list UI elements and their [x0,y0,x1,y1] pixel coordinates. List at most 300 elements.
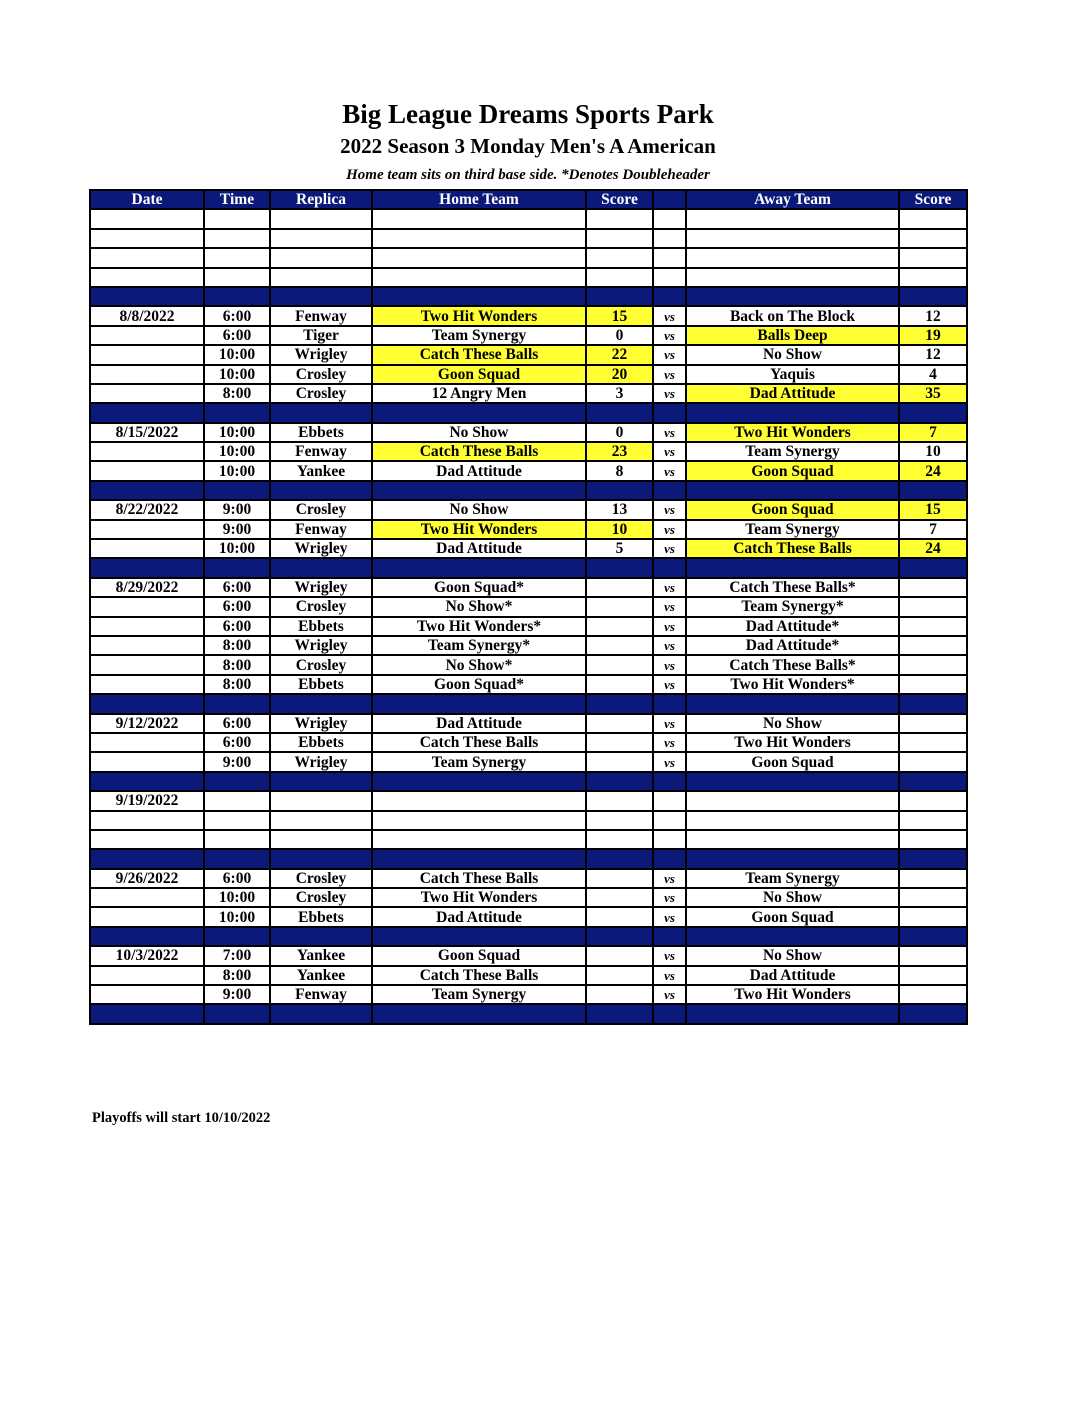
game-row [90,946,967,965]
home-score-cell [586,1004,653,1023]
time-cell: 8:00 [204,966,270,985]
replica-cell: Ebbets [270,733,372,752]
game-row [90,636,967,655]
home-team-cell: Two Hit Wonders [372,520,586,539]
vs-cell: vs [653,714,686,733]
away-team-cell [686,229,899,248]
home-team-cell: Catch These Balls [372,733,586,752]
vs-cell: vs [653,752,686,771]
home-score-cell [586,791,653,810]
home-score-cell [586,714,653,733]
home-score-cell [586,481,653,500]
away-score-cell [899,752,967,771]
home-score-cell: 0 [586,326,653,345]
game-row [90,578,967,597]
away-team-cell: Goon Squad [686,752,899,771]
away-team-cell: Two Hit Wonders [686,733,899,752]
away-score-cell [899,772,967,791]
col-header-time: Time [204,190,270,209]
away-score-cell [899,869,967,888]
vs-cell [653,403,686,422]
replica-cell: Fenway [270,520,372,539]
away-team-cell: Dad Attitude* [686,636,899,655]
date-cell [90,597,204,616]
vs-cell: vs [653,539,686,558]
home-team-cell: Goon Squad* [372,675,586,694]
vs-cell [653,558,686,577]
time-cell [204,558,270,577]
away-team-cell [686,772,899,791]
away-team-cell: No Show [686,714,899,733]
time-cell [204,209,270,228]
home-team-cell [372,694,586,713]
away-team-cell [686,927,899,946]
replica-cell: Wrigley [270,636,372,655]
game-row [90,461,967,480]
away-score-cell [899,985,967,1004]
home-team-cell [372,229,586,248]
replica-cell: Tiger [270,326,372,345]
game-row [90,617,967,636]
home-team-cell [372,248,586,267]
date-cell [90,209,204,228]
col-header-home-team: Home Team [372,190,586,209]
home-score-cell [586,578,653,597]
away-score-cell [899,597,967,616]
date-cell [90,772,204,791]
vs-cell [653,481,686,500]
date-cell [90,636,204,655]
away-score-cell [899,966,967,985]
away-score-cell: 24 [899,461,967,480]
replica-cell [270,481,372,500]
vs-cell: vs [653,520,686,539]
replica-cell: Ebbets [270,907,372,926]
date-cell [90,558,204,577]
home-score-cell: 5 [586,539,653,558]
time-cell: 6:00 [204,306,270,325]
date-cell [90,248,204,267]
vs-cell: vs [653,869,686,888]
home-team-cell: Catch These Balls [372,966,586,985]
away-team-cell: No Show [686,888,899,907]
away-team-cell: Catch These Balls [686,539,899,558]
away-score-cell [899,558,967,577]
time-cell [204,287,270,306]
game-row [90,869,967,888]
vs-cell [653,849,686,868]
replica-cell: Ebbets [270,675,372,694]
time-cell: 8:00 [204,675,270,694]
home-score-cell [586,888,653,907]
game-row [90,966,967,985]
replica-cell: Crosley [270,500,372,519]
away-score-cell [899,578,967,597]
home-score-cell: 20 [586,365,653,384]
away-team-cell [686,830,899,849]
away-score-cell [899,830,967,849]
vs-cell: vs [653,365,686,384]
date-cell [90,229,204,248]
time-cell [204,694,270,713]
replica-cell [270,811,372,830]
home-score-cell [586,403,653,422]
game-row [90,423,967,442]
home-score-cell: 0 [586,423,653,442]
home-team-cell: Goon Squad* [372,578,586,597]
away-score-cell: 19 [899,326,967,345]
date-cell [90,752,204,771]
section-separator [90,1004,967,1023]
section-separator [90,403,967,422]
away-score-cell [899,791,967,810]
home-team-cell [372,772,586,791]
replica-cell: Wrigley [270,345,372,364]
away-score-cell: 12 [899,345,967,364]
away-score-cell: 35 [899,384,967,403]
replica-cell [270,1004,372,1023]
time-cell [204,403,270,422]
home-score-cell: 15 [586,306,653,325]
vs-cell: vs [653,675,686,694]
date-cell [90,481,204,500]
replica-cell: Crosley [270,597,372,616]
home-score-cell [586,229,653,248]
away-team-cell [686,481,899,500]
game-row [90,888,967,907]
away-score-cell [899,907,967,926]
game-row [90,733,967,752]
vs-cell: vs [653,946,686,965]
date-cell [90,384,204,403]
time-cell [204,927,270,946]
home-team-cell: Goon Squad [372,946,586,965]
game-row [90,520,967,539]
away-team-cell: Catch These Balls* [686,578,899,597]
home-score-cell [586,287,653,306]
away-score-cell: 10 [899,442,967,461]
home-score-cell [586,752,653,771]
home-score-cell [586,268,653,287]
replica-cell [270,849,372,868]
home-team-cell: Two Hit Wonders [372,888,586,907]
vs-cell [653,268,686,287]
home-team-cell: Team Synergy* [372,636,586,655]
time-cell: 7:00 [204,946,270,965]
home-team-cell [372,558,586,577]
home-score-cell: 10 [586,520,653,539]
date-cell [90,849,204,868]
blank-row [90,229,967,248]
home-team-cell: Catch These Balls [372,869,586,888]
date-cell: 8/15/2022 [90,423,204,442]
replica-cell: Crosley [270,869,372,888]
away-team-cell [686,248,899,267]
home-team-cell [372,481,586,500]
header-note: Home team sits on third base side. *Denotes Doubleheader [346,167,710,183]
time-cell [204,811,270,830]
section-separator [90,558,967,577]
time-cell: 6:00 [204,326,270,345]
time-cell: 6:00 [204,617,270,636]
away-team-cell: No Show [686,345,899,364]
time-cell: 6:00 [204,714,270,733]
col-header-replica: Replica [270,190,372,209]
date-cell [90,694,204,713]
home-score-cell [586,617,653,636]
date-cell [90,520,204,539]
replica-cell: Crosley [270,655,372,674]
time-cell: 8:00 [204,636,270,655]
header-row [90,190,967,209]
game-row [90,365,967,384]
away-team-cell [686,791,899,810]
home-score-cell [586,907,653,926]
section-separator [90,287,967,306]
game-row [90,597,967,616]
away-team-cell: Balls Deep [686,326,899,345]
away-score-cell: 12 [899,306,967,325]
vs-cell: vs [653,578,686,597]
col-header-away-team: Away Team [686,190,899,209]
page-title: Big League Dreams Sports Park [342,99,714,129]
col-header-away-score: Score [899,190,967,209]
replica-cell: Yankee [270,966,372,985]
away-score-cell: 4 [899,365,967,384]
home-score-cell: 13 [586,500,653,519]
vs-cell: vs [653,888,686,907]
vs-cell [653,209,686,228]
away-score-cell: 15 [899,500,967,519]
time-cell [204,481,270,500]
home-score-cell [586,636,653,655]
vs-cell [653,248,686,267]
date-cell: 9/19/2022 [90,791,204,810]
away-score-cell [899,888,967,907]
game-row [90,714,967,733]
home-score-cell [586,811,653,830]
home-score-cell [586,830,653,849]
replica-cell: Fenway [270,442,372,461]
time-cell: 10:00 [204,539,270,558]
date-cell [90,539,204,558]
replica-cell [270,558,372,577]
away-team-cell [686,287,899,306]
vs-cell [653,927,686,946]
home-score-cell [586,985,653,1004]
replica-cell [270,791,372,810]
date-cell [90,1004,204,1023]
date-cell [90,907,204,926]
date-cell [90,442,204,461]
vs-cell: vs [653,636,686,655]
vs-cell: vs [653,655,686,674]
vs-cell: vs [653,423,686,442]
home-score-cell [586,869,653,888]
away-score-cell [899,248,967,267]
away-score-cell [899,811,967,830]
away-team-cell [686,811,899,830]
away-team-cell: Catch These Balls* [686,655,899,674]
date-cell [90,966,204,985]
time-cell: 6:00 [204,597,270,616]
home-team-cell: No Show [372,500,586,519]
vs-cell [653,791,686,810]
game-row [90,539,967,558]
date-cell [90,268,204,287]
away-team-cell [686,1004,899,1023]
away-team-cell: Dad Attitude [686,384,899,403]
date-cell [90,655,204,674]
vs-cell [653,772,686,791]
home-score-cell [586,772,653,791]
blank-row [90,830,967,849]
home-score-cell: 3 [586,384,653,403]
home-team-cell: Team Synergy [372,326,586,345]
away-team-cell: Dad Attitude [686,966,899,985]
home-team-cell: 12 Angry Men [372,384,586,403]
home-score-cell: 23 [586,442,653,461]
vs-cell [653,229,686,248]
home-team-cell [372,830,586,849]
schedule-body [90,209,967,1023]
date-cell [90,830,204,849]
section-separator [90,849,967,868]
away-score-cell [899,675,967,694]
away-team-cell: Back on The Block [686,306,899,325]
date-cell [90,365,204,384]
replica-cell: Wrigley [270,752,372,771]
home-team-cell: Dad Attitude [372,539,586,558]
home-score-cell [586,655,653,674]
home-team-cell: Team Synergy [372,752,586,771]
date-cell [90,287,204,306]
away-team-cell: Team Synergy [686,869,899,888]
away-team-cell: Team Synergy* [686,597,899,616]
date-cell [90,403,204,422]
blank-row [90,268,967,287]
home-team-cell [372,268,586,287]
vs-cell: vs [653,442,686,461]
replica-cell: Crosley [270,365,372,384]
away-team-cell [686,403,899,422]
home-score-cell: 22 [586,345,653,364]
time-cell: 9:00 [204,520,270,539]
section-separator [90,927,967,946]
home-team-cell: No Show* [372,597,586,616]
time-cell: 8:00 [204,655,270,674]
away-team-cell: Two Hit Wonders [686,423,899,442]
time-cell [204,1004,270,1023]
home-team-cell: Catch These Balls [372,345,586,364]
vs-cell [653,287,686,306]
replica-cell [270,403,372,422]
home-team-cell [372,927,586,946]
away-score-cell [899,403,967,422]
home-score-cell [586,597,653,616]
away-team-cell: No Show [686,946,899,965]
blank-row [90,811,967,830]
home-score-cell [586,248,653,267]
game-row [90,907,967,926]
time-cell: 10:00 [204,888,270,907]
away-score-cell [899,636,967,655]
time-cell [204,268,270,287]
date-cell [90,461,204,480]
vs-cell: vs [653,461,686,480]
vs-cell: vs [653,384,686,403]
home-team-cell [372,811,586,830]
away-score-cell [899,849,967,868]
replica-cell [270,229,372,248]
time-cell [204,830,270,849]
away-team-cell: Two Hit Wonders [686,985,899,1004]
replica-cell [270,268,372,287]
vs-cell: vs [653,733,686,752]
date-cell [90,927,204,946]
replica-cell: Yankee [270,946,372,965]
vs-cell: vs [653,985,686,1004]
vs-cell: vs [653,907,686,926]
time-cell [204,248,270,267]
date-cell [90,811,204,830]
date-cell [90,675,204,694]
home-team-cell: No Show [372,423,586,442]
away-score-cell [899,209,967,228]
section-separator [90,694,967,713]
home-team-cell: Team Synergy [372,985,586,1004]
home-score-cell [586,927,653,946]
away-score-cell [899,268,967,287]
away-team-cell: Team Synergy [686,520,899,539]
time-cell: 10:00 [204,461,270,480]
time-cell: 9:00 [204,985,270,1004]
home-team-cell: Dad Attitude [372,907,586,926]
vs-cell: vs [653,326,686,345]
date-cell [90,888,204,907]
home-score-cell [586,849,653,868]
home-team-cell: Dad Attitude [372,714,586,733]
replica-cell: Crosley [270,384,372,403]
home-score-cell [586,733,653,752]
replica-cell: Ebbets [270,617,372,636]
replica-cell [270,248,372,267]
time-cell: 10:00 [204,365,270,384]
home-team-cell [372,209,586,228]
away-score-cell [899,714,967,733]
away-score-cell [899,1004,967,1023]
game-row [90,306,967,325]
home-score-cell [586,946,653,965]
time-cell: 6:00 [204,578,270,597]
date-cell: 8/22/2022 [90,500,204,519]
vs-cell: vs [653,500,686,519]
time-cell: 8:00 [204,384,270,403]
home-team-cell: Catch These Balls [372,442,586,461]
game-row [90,442,967,461]
home-team-cell: Two Hit Wonders* [372,617,586,636]
replica-cell: Fenway [270,985,372,1004]
replica-cell: Wrigley [270,578,372,597]
replica-cell: Crosley [270,888,372,907]
playoffs-note: Playoffs will start 10/10/2022 [92,1110,271,1126]
home-team-cell: Dad Attitude [372,461,586,480]
home-team-cell: No Show* [372,655,586,674]
time-cell: 9:00 [204,500,270,519]
game-row [90,655,967,674]
replica-cell [270,287,372,306]
date-cell: 9/12/2022 [90,714,204,733]
